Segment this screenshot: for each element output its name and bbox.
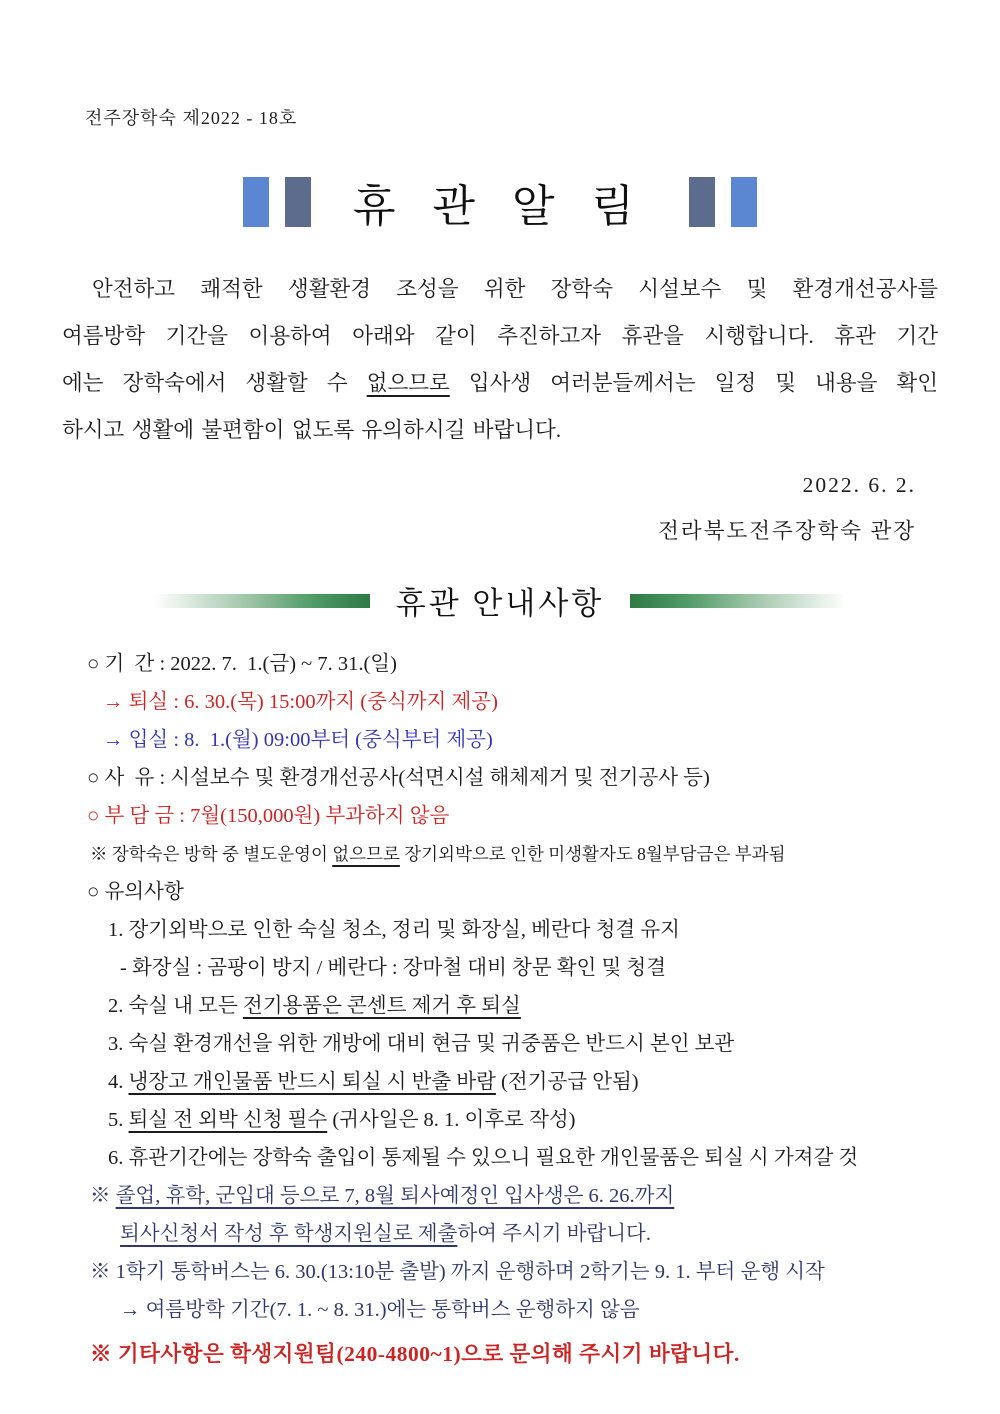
caution-1-line: 1. 장기외박으로 인한 숙실 청소, 정리 및 화장실, 베란다 청결 유지	[108, 919, 680, 941]
contact-line: ※ 기타사항은 학생지원팀(240-4800~1)으로 문의해 주시기 바랍니다.	[90, 1342, 740, 1366]
intro-line-4: 하시고 생활에 불편함이 없도록 유의하시길 바랍니다.	[62, 418, 562, 442]
bus-note-line-2: → 여름방학 기간(7. 1. ~ 8. 31.)에는 통학버스 운행하지 않음	[120, 1299, 640, 1321]
intro-line-3	[62, 360, 938, 407]
caution-4-underlined: 냉장고 개인물품 반드시 퇴실 시 반출 바람	[128, 1071, 496, 1093]
intro-paragraph	[62, 266, 938, 454]
caution-5-pre: 5.	[108, 1109, 129, 1131]
caution-4-line	[0, 1063, 1000, 1101]
withdraw-note-line-2	[0, 1215, 1000, 1253]
caution-3-line: 3. 숙실 환경개선을 위한 개방에 대비 현금 및 귀중품은 반드시 본인 보관	[108, 1033, 735, 1055]
caution-5-line	[0, 1101, 1000, 1139]
title-square-light-left	[243, 177, 269, 227]
withdraw-tail: 하여 주시기 바랍니다.	[457, 1223, 651, 1245]
fee-note-underlined: 없으므로	[332, 844, 400, 864]
intro-line-1: 안전하고 쾌적한 생활환경 조성을 위한 장학숙 시설보수 및 환경개선공사를	[92, 277, 938, 301]
doc-number: 전주장학숙 제2022 - 18호	[85, 108, 298, 128]
title-square-dark-right	[689, 177, 715, 227]
section-header	[0, 578, 1000, 623]
caution-4-pre: 4.	[108, 1071, 129, 1093]
title-banner	[0, 174, 1000, 230]
fee-note-pre: ※ 장학숙은 방학 중 별도운영이	[90, 844, 333, 864]
fee-line: ○ 부 담 금 : 7월(150,000원) 부과하지 않음	[87, 805, 450, 827]
page-title: 휴 관 알 림	[352, 182, 647, 231]
notice-list	[0, 645, 1000, 1373]
title-square-light-right	[731, 177, 757, 227]
cautions-title-line: ○ 유의사항	[87, 881, 184, 903]
green-bar-left	[154, 594, 370, 608]
issue-date: 2022. 6. 2.	[802, 473, 916, 497]
caution-1-sub-line: - 화장실 : 곰팡이 방지 / 베란다 : 장마철 대비 창문 확인 및 청결	[120, 957, 667, 979]
caution-2-line	[0, 987, 1000, 1025]
date-signature-block	[0, 462, 1000, 554]
signer: 전라북도전주장학숙 관장	[658, 519, 916, 543]
withdraw-note-line-1	[0, 1177, 1000, 1215]
checkin-line: → 입실 : 8. 1.(월) 09:00부터 (중식부터 제공)	[103, 729, 493, 751]
green-bar-right	[630, 594, 846, 608]
caution-4-post: (전기공급 안됨)	[495, 1071, 639, 1093]
caution-5-underlined: 퇴실 전 외박 신청 필수	[128, 1109, 328, 1131]
caution-6-line: 6. 휴관기간에는 장학숙 출입이 통제될 수 있으니 필요한 개인물품은 퇴실 시 가져갈 것	[108, 1147, 859, 1169]
reason-line: ○ 사 유 : 시설보수 및 환경개선공사(석면시설 해체제거 및 전기공사 등)	[87, 767, 710, 789]
withdraw-underlined-2: 퇴사신청서 작성 후 학생지원실로 제출	[120, 1223, 458, 1245]
caution-2-underlined: 전기용품은 콘센트 제거 후 퇴실	[242, 995, 521, 1017]
fee-note-post: 장기외박으로 인한 미생활자도 8월부담금은 부과됨	[399, 844, 786, 864]
section-title: 휴관 안내사항	[395, 586, 605, 621]
intro-line-2: 여름방학 기간을 이용하여 아래와 같이 추진하고자 휴관을 시행합니다. 휴관 기간	[62, 324, 938, 348]
caution-2-pre: 2. 숙실 내 모든	[108, 995, 243, 1017]
withdraw-marker: ※	[90, 1185, 116, 1207]
fee-note-line	[0, 835, 1000, 873]
title-square-dark-left	[285, 177, 311, 227]
intro-line-3-underlined: 없으므로	[366, 371, 450, 395]
intro-line-3-pre: 에는 장학숙에서 생활할 수	[62, 371, 367, 395]
withdraw-underlined-1: 졸업, 휴학, 군입대 등으로 7, 8월 퇴사예정인 입사생은 6. 26.까지	[115, 1185, 675, 1207]
period-line: ○ 기 간 : 2022. 7. 1.(금) ~ 7. 31.(일)	[87, 653, 397, 675]
intro-line-3-post: 입사생 여러분들께서는 일정 및 내용을 확인	[449, 371, 938, 395]
caution-5-post: (귀사일은 8. 1. 이후로 작성)	[327, 1109, 576, 1131]
checkout-line: → 퇴실 : 6. 30.(목) 15:00까지 (중식까지 제공)	[103, 691, 498, 713]
bus-note-line-1: ※ 1학기 통학버스는 6. 30.(13:10분 출발) 까지 운행하며 2학기는 9. 1. 부터 운행 시작	[90, 1261, 825, 1283]
